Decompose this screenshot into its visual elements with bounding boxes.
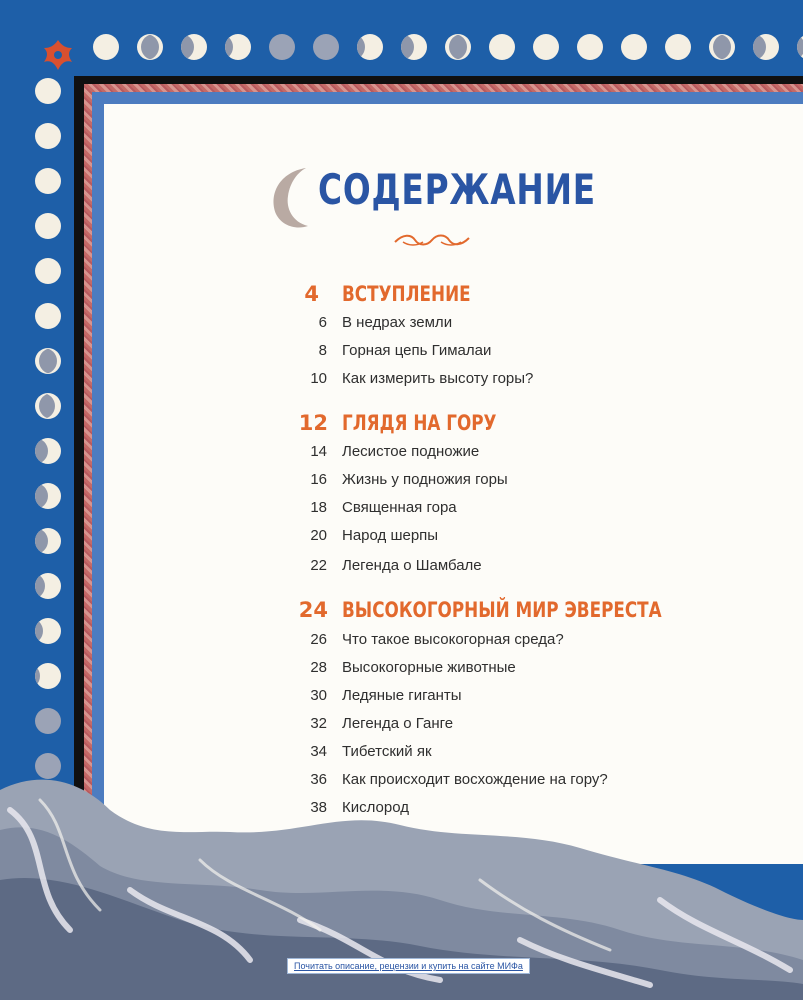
moon-phase-icon: [577, 34, 603, 60]
section-page-number: 4: [304, 282, 319, 306]
item-page-number: 30: [310, 687, 327, 704]
item-title: Ледяные гиганты: [342, 687, 462, 704]
item-page-number: 10: [310, 370, 327, 387]
moon-phase-icon: [533, 34, 559, 60]
item-title: Кислород: [342, 799, 409, 816]
section-title: ГЛЯДЯ НА ГОРУ: [342, 411, 497, 435]
toc-item[interactable]: [0, 443, 803, 465]
flourish-divider-icon: [393, 230, 471, 250]
item-title: Как происходит восхождение на гору?: [342, 771, 608, 788]
moon-phase-icon: [225, 34, 251, 60]
toc-item[interactable]: [0, 342, 803, 364]
item-title: Легенда о Шамбале: [342, 557, 482, 574]
item-title: Священная гора: [342, 499, 457, 516]
toc-item[interactable]: [0, 370, 803, 392]
moon-phase-icon: [797, 34, 803, 60]
item-page-number: 8: [318, 342, 327, 359]
item-page-number: 34: [310, 743, 327, 760]
toc-item[interactable]: [0, 314, 803, 336]
moon-phase-icon: [753, 34, 779, 60]
moon-phase-icon: [709, 34, 735, 60]
section-title: ВЫСОКОГОРНЫЙ МИР ЭВЕРЕСТА: [342, 598, 662, 622]
moon-phase-icon: [401, 34, 427, 60]
item-title: Лесистое подножие: [342, 443, 480, 460]
moon-phase-icon: [269, 34, 295, 60]
toc-item[interactable]: [0, 631, 803, 653]
item-page-number: 16: [310, 471, 327, 488]
toc-item[interactable]: [0, 687, 803, 709]
toc-item[interactable]: [0, 471, 803, 493]
moon-phase-icon: [93, 34, 119, 60]
moon-phase-icon: [313, 34, 339, 60]
item-page-number: 36: [310, 771, 327, 788]
fleur-ornament-icon: [36, 34, 80, 78]
footer-link[interactable]: Почитать описание, рецензии и купить на сайте МИФа: [287, 958, 530, 974]
moon-phase-icon: [665, 34, 691, 60]
moon-phase-icon: [35, 213, 61, 239]
section-page-number: 12: [298, 411, 328, 435]
item-page-number: 32: [310, 715, 327, 732]
moon-phase-icon: [35, 168, 61, 194]
section-title: ВСТУПЛЕНИЕ: [342, 282, 471, 306]
moon-phase-icon: [489, 34, 515, 60]
moon-phase-icon: [137, 34, 163, 60]
item-title: Тибетский як: [342, 743, 432, 760]
moon-phase-icon: [35, 78, 61, 104]
item-title: Легенда о Ганге: [342, 715, 454, 732]
moon-phase-icon: [445, 34, 471, 60]
moon-phase-icon: [35, 258, 61, 284]
toc-item[interactable]: [0, 659, 803, 681]
toc-item[interactable]: [0, 527, 803, 549]
item-title: Жизнь у подножия горы: [342, 471, 508, 488]
moon-phase-icon: [357, 34, 383, 60]
item-page-number: 28: [310, 659, 327, 676]
item-title: В недрах земли: [342, 314, 453, 331]
item-title: Народ шерпы: [342, 527, 439, 544]
item-page-number: 6: [318, 314, 327, 331]
page-title: СОДЕРЖАНИЕ: [318, 165, 596, 214]
item-page-number: 26: [310, 631, 327, 648]
item-page-number: 14: [310, 443, 327, 460]
toc-item[interactable]: [0, 557, 803, 579]
toc-item[interactable]: [0, 499, 803, 521]
moon-phase-icon: [35, 393, 61, 419]
moon-phase-icon: [181, 34, 207, 60]
moon-phase-icon: [35, 123, 61, 149]
item-title: Как измерить высоту горы?: [342, 370, 534, 387]
item-page-number: 38: [310, 799, 327, 816]
item-title: Горная цепь Гималаи: [342, 342, 492, 359]
toc-item[interactable]: [0, 715, 803, 737]
section-page-number: 24: [298, 598, 328, 622]
item-page-number: 20: [310, 527, 327, 544]
item-title: Что такое высокогорная среда?: [342, 631, 564, 648]
item-page-number: 22: [310, 557, 327, 574]
toc-item[interactable]: [0, 743, 803, 765]
moon-phase-icon: [621, 34, 647, 60]
item-page-number: 18: [310, 499, 327, 516]
item-title: Высокогорные животные: [342, 659, 516, 676]
